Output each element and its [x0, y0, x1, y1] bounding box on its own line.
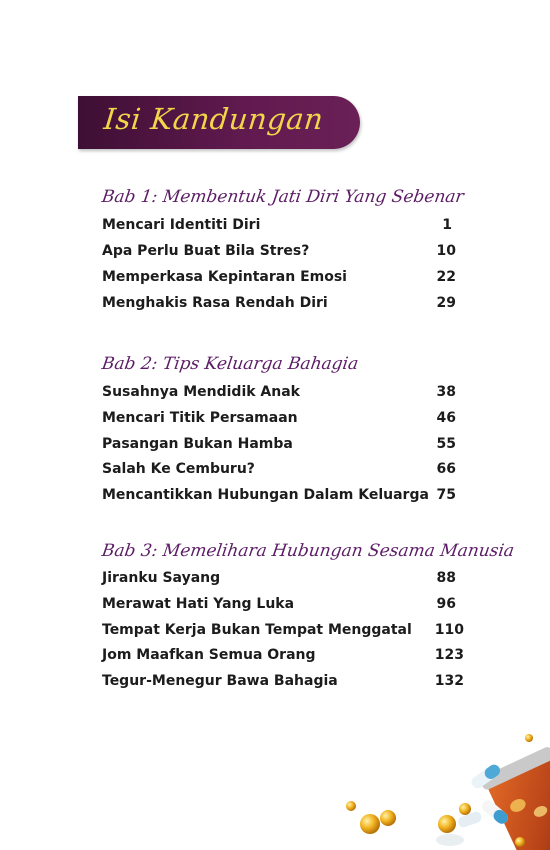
toc-entry[interactable] [102, 647, 464, 669]
entry-page: 46 [436, 410, 456, 426]
chapter-heading: Bab 3: Memelihara Hubungan Sesama Manusia [100, 541, 516, 561]
title-banner [78, 96, 360, 149]
entry-title: Salah Ke Cemburu? [102, 461, 255, 477]
entry-title: Jiranku Sayang [102, 570, 221, 586]
toc-entry[interactable] [102, 410, 464, 432]
entry-title: Mencari Titik Persamaan [102, 410, 298, 426]
toc-entry[interactable] [102, 243, 464, 265]
medicine-pills-illustration [320, 720, 550, 850]
toc-entry[interactable] [102, 461, 464, 483]
entry-title: Jom Maafkan Semua Orang [102, 647, 316, 663]
toc-entry[interactable] [102, 622, 464, 644]
entry-title: Apa Perlu Buat Bila Stres? [102, 243, 310, 259]
toc-entry[interactable] [102, 596, 464, 618]
entry-page: 10 [436, 243, 456, 259]
entry-page: 110 [434, 622, 464, 638]
entry-page: 55 [436, 436, 456, 452]
entry-page: 22 [436, 269, 456, 285]
entry-title: Tempat Kerja Bukan Tempat Menggatal [102, 622, 412, 638]
toc-entry[interactable] [102, 217, 464, 239]
toc-entry[interactable] [102, 570, 464, 592]
entry-title: Merawat Hati Yang Luka [102, 596, 295, 612]
toc-entry[interactable] [102, 384, 464, 406]
pill-bottle-icon [479, 745, 550, 850]
chapter-heading: Bab 2: Tips Keluarga Bahagia [100, 354, 360, 374]
entry-page: 88 [436, 570, 456, 586]
entry-title: Tegur-Menegur Bawa Bahagia [102, 673, 338, 689]
entry-page: 123 [434, 647, 464, 663]
toc-entry[interactable] [102, 269, 464, 291]
entry-title: Mencantikkan Hubungan Dalam Keluarga [102, 487, 429, 503]
entry-page: 29 [436, 295, 456, 311]
entry-title: Mencari Identiti Diri [102, 217, 261, 233]
toc-entry[interactable] [102, 673, 464, 695]
entry-title: Memperkasa Kepintaran Emosi [102, 269, 347, 285]
entry-page: 96 [436, 596, 456, 612]
entry-title: Pasangan Bukan Hamba [102, 436, 293, 452]
entry-page: 66 [436, 461, 456, 477]
entry-page: 132 [434, 673, 464, 689]
entry-page: 38 [436, 384, 456, 400]
toc-entry[interactable] [102, 436, 464, 458]
entry-title: Menghakis Rasa Rendah Diri [102, 295, 328, 311]
toc-entry[interactable] [102, 487, 464, 509]
page-title: Isi Kandungan [102, 102, 326, 136]
chapter-heading: Bab 1: Membentuk Jati Diri Yang Sebenar [100, 187, 466, 207]
entry-title: Susahnya Mendidik Anak [102, 384, 300, 400]
entry-page: 75 [436, 487, 456, 503]
toc-entry[interactable] [102, 295, 464, 317]
entry-page: 1 [442, 217, 452, 233]
